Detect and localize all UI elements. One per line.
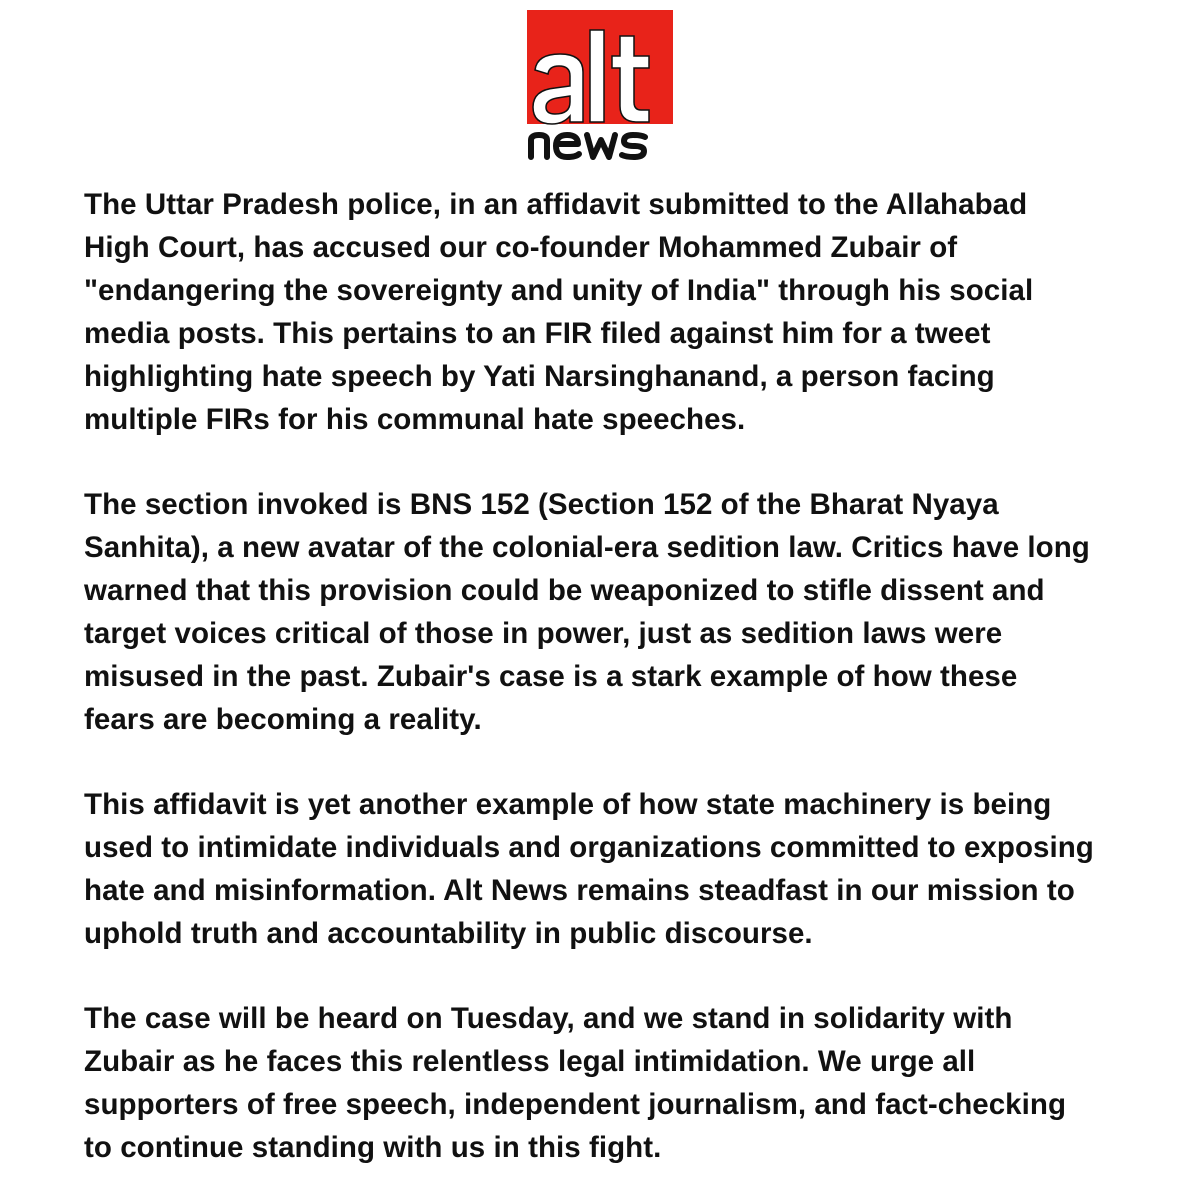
paragraph-state-machinery: This affidavit is yet another example of how state machinery is being used to intimidate individuals and organizations committed to exposing hate and misinformation. Alt News remains steadfast in our mission to uphold truth and accountability in public discourse. [84,788,1094,950]
paragraph-bns-152: The section invoked is BNS 152 (Section 152 of the Bharat Nyaya Sanhita), a new avatar of the colonial-era sedition law. Critics have long warned that this provision could be weaponized to stifle dissent and target voices critical of those in power, just as sedition laws were misused in the past. Zubair's case is a stark example of how these fears are becoming a reality. [84,488,1090,736]
paragraph-affidavit: The Uttar Pradesh police, in an affidavit submitted to the Allahabad High Court, has accused our co-founder Mohammed Zubair of "endangering the sovereignty and unity of India" through his social media posts. This pertains to an FIR filed against him for a tweet highlighting hate speech by Yati Narsinghanand, a person facing multiple FIRs for his communal hate speeches. [84,188,1034,436]
paragraph-solidarity: The case will be heard on Tuesday, and we stand in solidarity with Zubair as he faces this relentless legal intimidation. We urge all supporters of free speech, independent journalism, and fact-checking to continue standing with us in this fight. [84,1002,1067,1164]
logo-letter-l [590,30,604,122]
logo-subtitle-text [527,160,528,161]
alt-news-logo [527,10,673,160]
statement-body [84,183,1144,1169]
logo-wordmark-text [527,160,528,161]
alt-news-logo-graphic [527,10,673,160]
logo-news-wordmark [531,135,645,157]
